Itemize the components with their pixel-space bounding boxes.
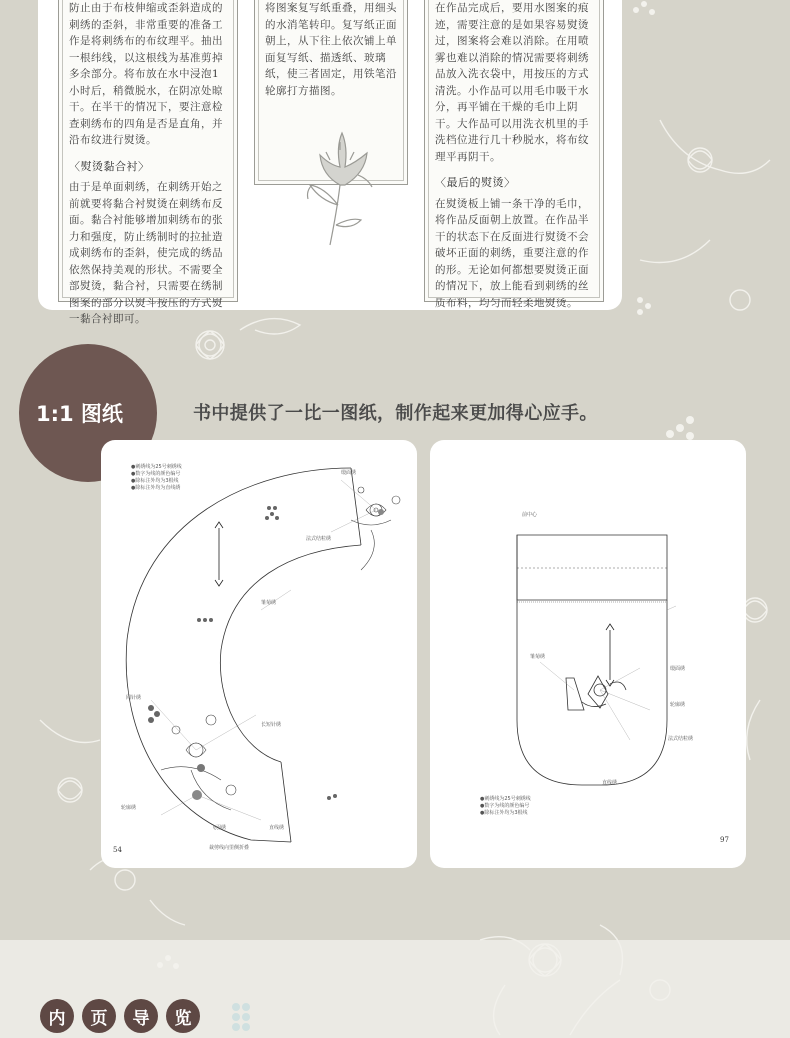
paragraph: 将图案复写纸重叠，用细头的水消笔转印。复写纸正面朝上，从下往上依次铺上单面复写纸、描透纸、玻璃纸，使三者固定，用铁笔沿轮廓打方描图。 <box>265 2 397 97</box>
stitch-label: 轮廓绣 <box>670 702 686 708</box>
legend-line: ●数字为线的颜色编号 <box>480 803 530 809</box>
stitch-label: 缎面绣 <box>341 470 357 476</box>
legend-line: ●除标注外均为3根线 <box>480 810 528 816</box>
legend-line: ●除标注外均为3根线 <box>131 478 179 484</box>
stitch-label: 飞羽绣 <box>211 825 227 831</box>
stitch-label: 回针绣 <box>126 695 142 701</box>
stitch-label: 雏菊绣 <box>530 654 546 660</box>
pattern-sheet-right <box>430 440 746 868</box>
nav-char-lan: 览 <box>166 999 200 1033</box>
stitch-label: 雏菊绣 <box>261 600 277 606</box>
page-number: 54 <box>113 846 122 854</box>
paragraph: 在熨烫板上铺一条干净的毛巾，将作品反面朝上放置。在作品半干的状态下在反面进行熨烫不会破坏正面的刺绣，重要注意的作的形。无论如何都想要熨烫正面的情况下，放上能看到刺绣的丝质布料，均匀而轻柔地熨烫。 <box>435 197 589 309</box>
pattern-sheet-left <box>101 440 417 868</box>
paragraph: 在作品完成后，要用水图案的痕迹，需要注意的是如果容易熨烫过，图案将会难以消除。在用喷雾也难以消除的情况需要将刺绣品放入洗衣袋中，用按压的方式清洗。小作品可以用毛巾吸干水分，再平铺在干燥的毛巾上阴干。大作品可以用洗衣机里的手洗档位进行几十秒脱水，将布纹理平再阴干。 <box>435 2 589 163</box>
inner-pages-nav <box>40 999 200 1033</box>
stitch-label: 直线绣 <box>269 825 285 831</box>
stitch-label: 缎面绣 <box>670 666 686 672</box>
legend-line: ●刺绣线为25号刺绣线 <box>480 796 531 802</box>
footer-label: 裁剪线向里侧折叠 <box>209 845 250 851</box>
stitch-label: 法式结粒绣 <box>306 536 332 542</box>
book-page-card <box>38 0 622 325</box>
text-column-left <box>58 0 238 325</box>
paragraph: 防止由于布枝伸缩或歪斜造成的刺绣的歪斜，非常重要的准备工作是将刺绣布的布纹理平。抽出一根纬线，以这根线为基准剪掉多余部分。将布放在水中浸泡1小时后，稍微脱水，在阴凉处晾干。在半干的情况下，要注意检查刺绣布的四角是否是直角，并沿布纹进行熨烫。 <box>69 2 223 146</box>
badge-label: 1:1 图纸 <box>36 402 123 426</box>
embroidery-pattern-icon <box>101 440 417 868</box>
flower-illustration-icon <box>300 130 380 250</box>
embroidery-pattern-icon <box>430 440 746 868</box>
legend-line: ●数字为线的颜色编号 <box>131 471 181 477</box>
stitch-label: 前中心 <box>522 512 538 518</box>
legend-line: ●除标注外均为直线绣 <box>131 485 181 491</box>
stitch-label: 直线绣 <box>602 780 618 786</box>
stitch-label: 长短针绣 <box>261 722 282 728</box>
section-headline: 书中提供了一比一图纸，制作起来更加得心应手。 <box>193 403 598 424</box>
nav-char-nei: 内 <box>40 999 74 1033</box>
section-heading: 〈熨烫黏合衬〉 <box>69 159 150 173</box>
page-number: 97 <box>720 836 729 844</box>
text-column-right <box>424 0 604 309</box>
section-heading: 〈最后的熨烫〉 <box>435 176 516 189</box>
stitch-label: 轮廓绣 <box>121 805 137 811</box>
paragraph: 由于是单面刺绣，在刺绣开始之前就要将黏合衬熨烫在刺绣布反面。黏合衬能够增加刺绣布的张力和强度，防止绣制时的拉扯造成刺绣布的歪斜，使完成的绣品依然保持美观的形状。不需要全部熨烫，黏合衬，只需要在绣制图案的部分以熨斗按压的方式熨一黏合衬即可。 <box>69 181 223 325</box>
stitch-label: 法式结粒绣 <box>668 736 694 742</box>
nav-char-ye: 页 <box>82 999 116 1033</box>
nav-char-dao: 导 <box>124 999 158 1033</box>
legend-line: ●刺绣线为25号刺绣线 <box>131 464 182 470</box>
